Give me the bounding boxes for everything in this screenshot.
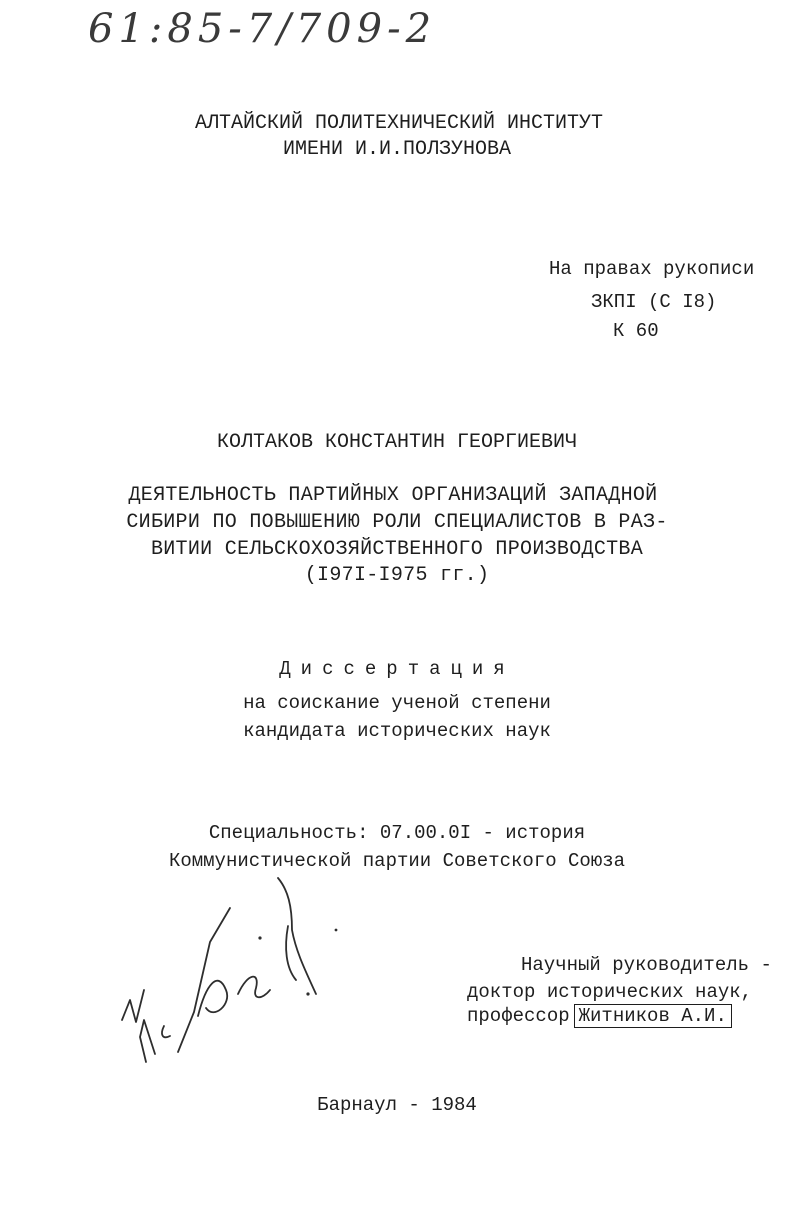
thesis-title-line: ДЕЯТЕЛЬНОСТЬ ПАРТИЙНЫХ ОРГАНИЗАЦИЙ ЗАПАДНОЙ — [128, 484, 658, 507]
thesis-title-years: (I97I-I975 гг.) — [304, 564, 490, 587]
degree-line: кандидата исторических наук — [243, 720, 551, 742]
specialty-line: Специальность: 07.00.0I - история — [208, 822, 586, 844]
supervisor-line — [467, 1005, 732, 1027]
thesis-title-line: СИБИРИ ПО ПОВЫШЕНИЮ РОЛИ СПЕЦИАЛИСТОВ В РАЗ- — [126, 511, 668, 534]
handwritten-signature — [110, 872, 360, 1072]
specialty-line: Коммунистической партии Советского Союза — [168, 850, 626, 872]
classification-code: ЗКПI (С I8) — [591, 291, 717, 313]
degree-line: на соискание ученой степени — [243, 692, 551, 714]
supervisor-degree: доктор исторических наук, — [467, 981, 753, 1003]
thesis-title-line: ВИТИИ СЕЛЬСКОХОЗЯЙСТВЕННОГО ПРОИЗВОДСТВА — [150, 538, 644, 561]
author-mark: К 60 — [613, 320, 659, 342]
handwritten-catalog-number: 61:85-7/709-2 — [88, 6, 437, 52]
rights-notice: На правах рукописи — [549, 258, 755, 280]
author-name: КОЛТАКОВ КОНСТАНТИН ГЕОРГИЕВИЧ — [216, 431, 578, 454]
institution-name: АЛТАЙСКИЙ ПОЛИТЕХНИЧЕСКИЙ ИНСТИТУТ — [194, 112, 604, 135]
supervisor-name-box: Житников А.И. — [574, 1004, 732, 1028]
place-and-year: Барнаул - 1984 — [317, 1094, 477, 1116]
supervisor-role: Научный руководитель - — [521, 954, 772, 976]
work-type: Диссертация — [279, 658, 515, 680]
supervisor-title: профессор — [467, 1005, 570, 1027]
institution-subtitle: ИМЕНИ И.И.ПОЛЗУНОВА — [282, 138, 512, 161]
